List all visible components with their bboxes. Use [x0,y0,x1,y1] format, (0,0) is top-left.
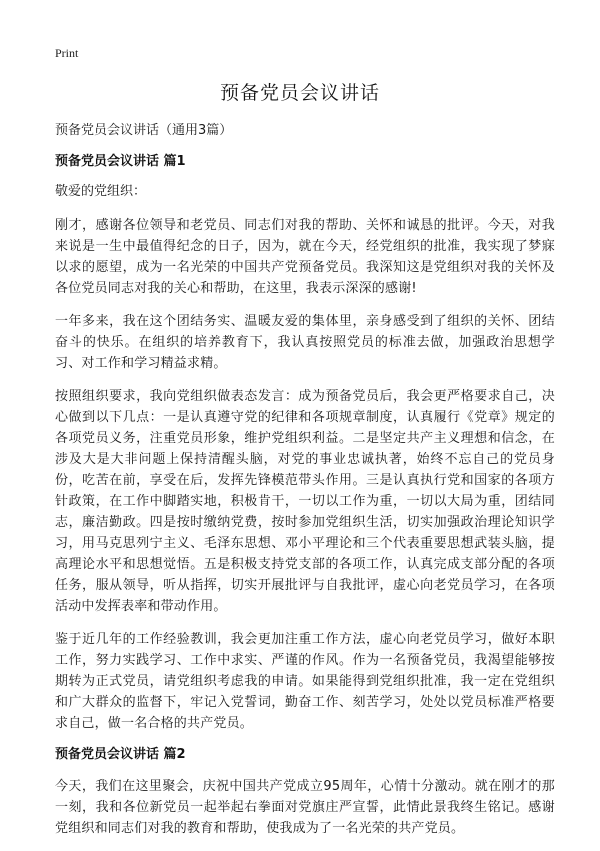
salutation: 敬爱的党组织： [55,184,147,199]
document-body [55,122,555,851]
paragraph: 今天，我们在这里聚会，庆祝中国共产党成立95周年，心情十分激动。就在刚才的那一刻，我和各位新党员一起举起右拳面对党旗庄严宣誓，此情此景我终生铭记。感谢党组织和同志们对我的教育和帮助，使我成为了一名光荣的共产党员。 [55,779,555,836]
document-subtitle: 预备党员会议讲话（通用3篇） [55,123,233,138]
page-title: 预备党员会议讲话 [219,82,380,104]
section-heading: 预备党员会议讲话 篇1 [55,154,186,169]
paragraph: 鉴于近几年的工作经验教训，我会更加注重工作方法，虚心向老党员学习，做好本职工作，努力实践学习、工作中求实、严谨的作风。作为一名预备党员，我渴望能够按期转为正式党员，请党组织考虑我的申请。如果能得到党组织批准，我一定在党组织和广大群众的监督下，牢记入党誓词，勤奋工作、刻苦学习，处处以党员标准严格要求自己，做一名合格的共产党员。 [55,632,555,731]
section-2 [55,746,555,839]
section-heading: 预备党员会议讲话 篇2 [55,747,186,762]
section-1 [55,153,555,734]
paragraph: 按照组织要求，我向党组织做表态发言：成为预备党员后，我会更严格要求自己，决心做到以下几点：一是认真遵守党的纪律和各项规章制度，认真履行《党章》规定的各项党员义务，注重党员形象，维护党组织利益。二是坚定共产主义理想和信念，在涉及大是大非问题上保持清醒头脑，对党的事业忠诚执著，始终不忘自己的党员身份，吃苦在前，享受在后，发挥先锋模范带头作用。三是认真执行党和国家的各项方针政策，在工作中脚踏实地，积极肯干，一切以工作为重，一切以大局为重，团结同志，廉洁勤政。四是按时缴纳党费，按时参加党组织生活，切实加强政治理论知识学习，用马克思列宁主义、毛泽东思想、邓小平理论和三个代表重要思想武装头脑，提高理论水平和思想觉悟。五是积极支持党支部的各项工作，认真完成支部分配的各项任务，服从领导，听从指挥，切实开展批评与自我批评，虚心向老党员学习，在各项活动中发挥表率和带动作用。 [55,389,555,614]
print-label: Print [55,46,79,60]
paragraph: 刚才，感谢各位领导和老党员、同志们对我的帮助、关怀和诚恳的批评。今天，对我来说是一生中最值得纪念的日子，因为，就在今天，经党组织的批准，我实现了梦寐以求的愿望，成为一名光荣的中国共产党预备党员。我深知这是党组织对我的关怀及各位党员同志对我的关心和帮助，在这里，我表示深深的感谢! [55,218,555,296]
paragraph: 一年多来，我在这个团结务实、温暖友爱的集体里，亲身感受到了组织的关怀、团结奋斗的快乐。在组织的培养教育下，我认真按照党员的标准去做，加强政治思想学习、对工作和学习精益求精。 [55,314,555,371]
